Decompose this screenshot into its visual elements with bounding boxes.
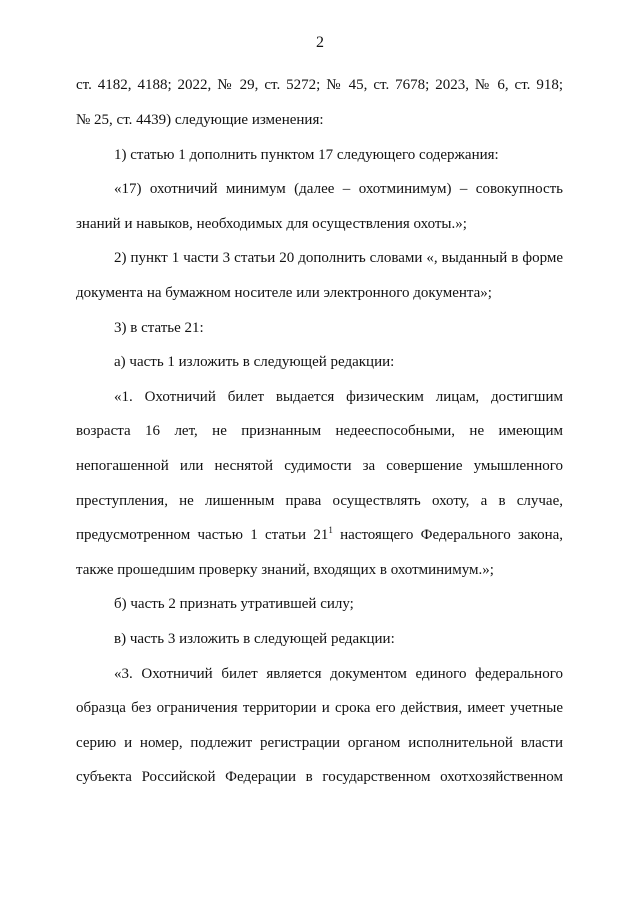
text-segment: настоящего Федерального закона, <box>332 527 564 543</box>
text-line <box>76 525 563 545</box>
text-line: образца без ограничения территории и срока его действия, имеет учетные <box>76 700 563 716</box>
text-line: б) часть 2 признать утратившей силу; <box>114 596 354 612</box>
text-line: непогашенной или неснятой судимости за совершение умышленного <box>76 458 563 474</box>
text-line: в) часть 3 изложить в следующей редакции: <box>114 631 395 647</box>
text-line: также прошедшим проверку знаний, входящих в охотминимум.»; <box>76 562 494 578</box>
text-line: субъекта Российской Федерации в государственном охотхозяйственном <box>76 769 563 785</box>
text-line: серию и номер, подлежит регистрации органом исполнительной власти <box>76 735 563 751</box>
text-line: 1) статью 1 дополнить пунктом 17 следующего содержания: <box>114 147 499 163</box>
text-line: ст. 4182, 4188; 2022, № 29, ст. 5272; № 45, ст. 7678; 2023, № 6, ст. 918; <box>76 77 563 93</box>
page-number: 2 <box>316 34 324 51</box>
text-line: 2) пункт 1 части 3 статьи 20 дополнить словами «, выданный в форме <box>114 250 563 266</box>
text-segment: предусмотренном частью 1 статьи 21 <box>76 527 329 543</box>
superscript: 1 <box>328 525 333 535</box>
text-line: документа на бумажном носителе или электронного документа»; <box>76 285 492 301</box>
text-line: «1. Охотничий билет выдается физическим лицам, достигшим <box>114 389 563 405</box>
text-line: 3) в статье 21: <box>114 320 204 336</box>
text-line: знаний и навыков, необходимых для осуществления охоты.»; <box>76 216 467 232</box>
text-line: № 25, ст. 4439) следующие изменения: <box>76 112 324 128</box>
text-line: возраста 16 лет, не признанным недееспособными, не имеющим <box>76 423 563 439</box>
text-line: «3. Охотничий билет является документом единого федерального <box>114 666 563 682</box>
text-line: а) часть 1 изложить в следующей редакции: <box>114 354 395 370</box>
text-line: «17) охотничий минимум (далее – охотминимум) – совокупность <box>114 181 563 197</box>
text-line: преступления, не лишенным права осуществлять охоту, а в случае, <box>76 493 563 509</box>
